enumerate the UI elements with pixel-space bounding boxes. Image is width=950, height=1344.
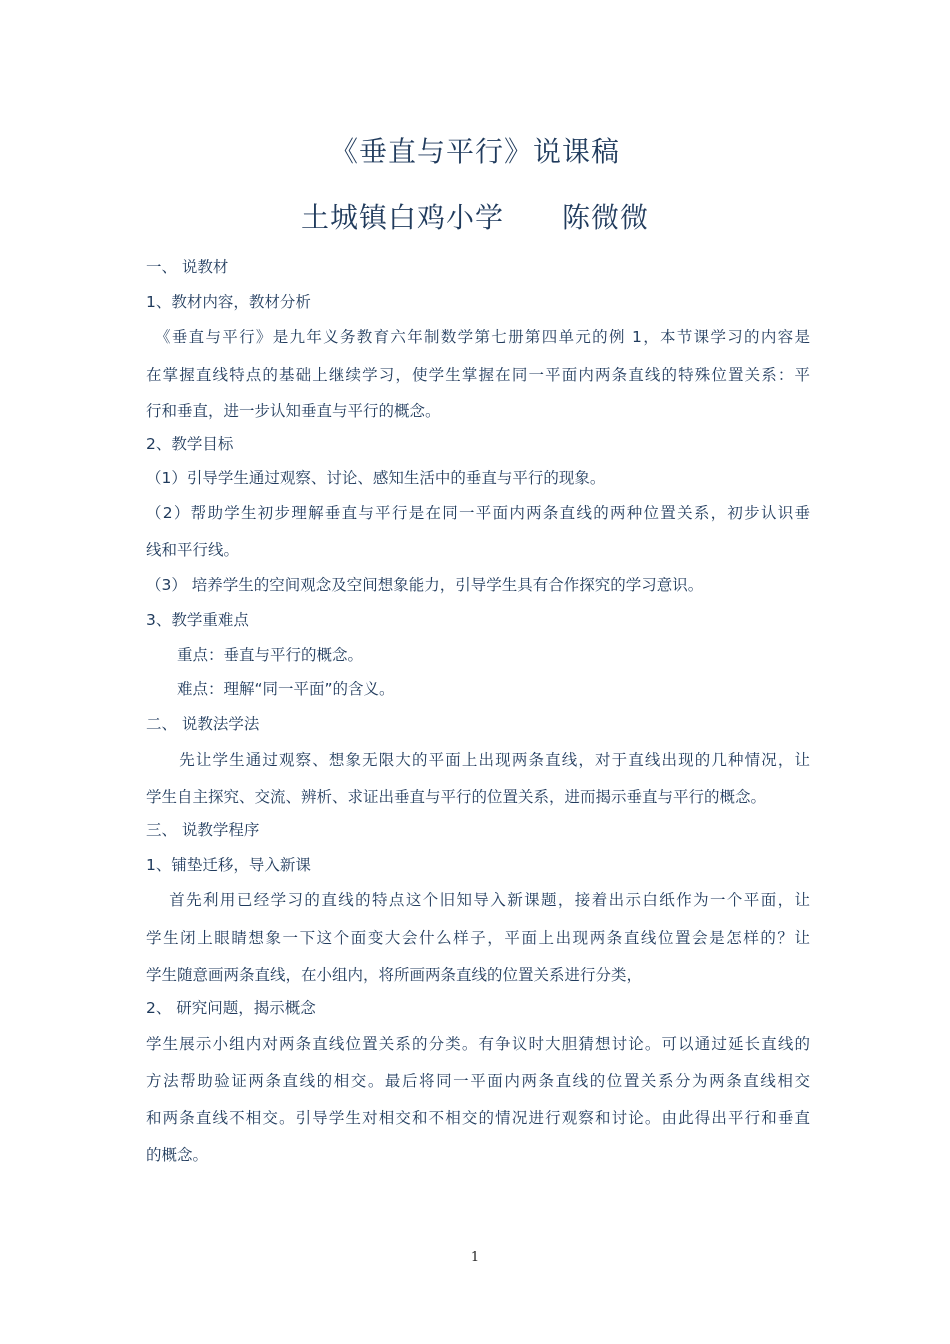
subsection-heading: 1、教材内容，教材分析	[146, 293, 311, 311]
paragraph-line: 首先利用已经学习的直线的特点这个旧知导入新课题，接着出示白纸作为一个平面，让	[146, 891, 810, 909]
paragraph-line: 方法帮助验证两条直线的相交。最后将同一平面内两条直线的位置关系分为两条直线相交	[146, 1072, 810, 1090]
section-heading: 三、 说教学程序	[146, 821, 260, 839]
subsection-heading: 3、教学重难点	[146, 611, 249, 629]
paragraph-line: 《垂直与平行》是九年义务教育六年制数学第七册第四单元的例 1，本节课学习的内容是	[146, 328, 810, 346]
paragraph-line: 学生自主探究、交流、辨析、求证出垂直与平行的位置关系，进而揭示垂直与平行的概念。	[146, 788, 767, 806]
subsection-heading: 1、铺垫迁移，导入新课	[146, 856, 311, 874]
paragraph-line: 学生随意画两条直线，在小组内，将所画两条直线的位置关系进行分类，	[146, 966, 643, 984]
author-line: 土城镇白鸡小学 陈微微	[300, 201, 649, 234]
list-item: （2）帮助学生初步理解垂直与平行是在同一平面内两条直线的两种位置关系，初步认识垂	[146, 504, 810, 522]
list-item: 线和平行线。	[146, 541, 240, 559]
paragraph-line: 学生展示小组内对两条直线位置关系的分类。有争议时大胆猜想讨论。可以通过延长直线的	[146, 1035, 810, 1053]
paragraph-line: 行和垂直，进一步认知垂直与平行的概念。	[146, 402, 441, 420]
section-heading: 二、 说教法学法	[146, 715, 260, 733]
subsection-heading: 2、教学目标	[146, 435, 234, 453]
paragraph-line: 重点：垂直与平行的概念。	[146, 646, 364, 664]
paragraph-line: 的概念。	[146, 1146, 209, 1164]
document-title: 《垂直与平行》说课稿	[329, 135, 620, 168]
paragraph-line: 和两条直线不相交。引导学生对相交和不相交的情况进行观察和讨论。由此得出平行和垂直	[146, 1109, 810, 1127]
paragraph-line: 学生闭上眼睛想象一下这个面变大会什么样子，平面上出现两条直线位置会是怎样的？让	[146, 929, 810, 947]
subsection-heading: 2、 研究问题，揭示概念	[146, 999, 316, 1017]
paragraph-line: 难点：理解“同一平面”的含义。	[146, 680, 395, 698]
list-item: （1）引导学生通过观察、讨论、感知生活中的垂直与平行的现象。	[146, 469, 606, 487]
paragraph-line: 在掌握直线特点的基础上继续学习，使学生掌握在同一平面内两条直线的特殊位置关系：平	[146, 366, 810, 384]
paragraph-line: 先让学生通过观察、想象无限大的平面上出现两条直线，对于直线出现的几种情况，让	[146, 751, 810, 769]
section-heading: 一、 说教材	[146, 258, 229, 276]
list-item: （3） 培养学生的空间观念及空间想象能力，引导学生具有合作探究的学习意识。	[146, 576, 704, 594]
page-number: 1	[470, 1250, 480, 1265]
